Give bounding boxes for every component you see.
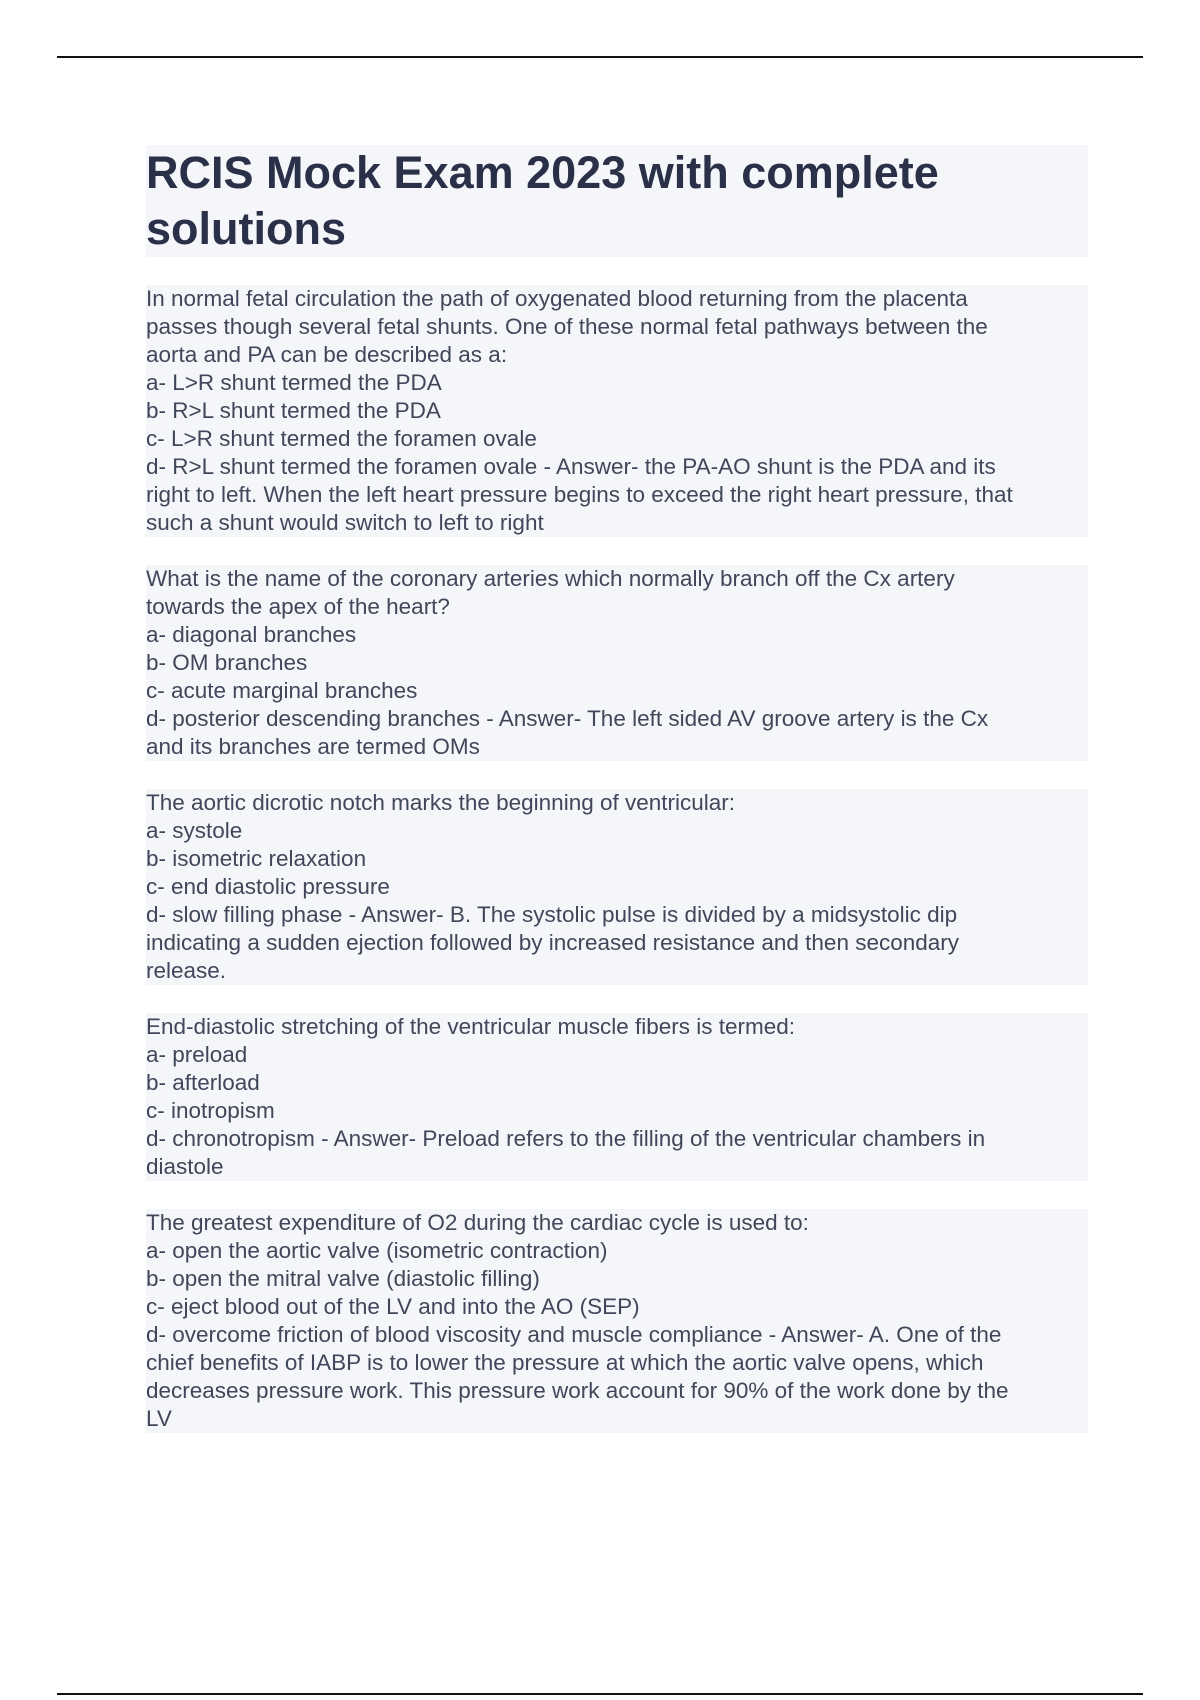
answer-option-d: d- slow filling phase - Answer- B. The systolic pulse is divided by a midsystolic dip [146, 901, 1088, 929]
answer-option-b: b- afterload [146, 1069, 1088, 1097]
question-text-line: towards the apex of the heart? [146, 593, 1088, 621]
answer-option-a: a- L>R shunt termed the PDA [146, 369, 1088, 397]
answer-option-a: a- diagonal branches [146, 621, 1088, 649]
answer-option-d: d- chronotropism - Answer- Preload refers to the filling of the ventricular chambers in [146, 1125, 1088, 1153]
question-text-line: aorta and PA can be described as a: [146, 341, 1088, 369]
answer-option-c: c- eject blood out of the LV and into the AO (SEP) [146, 1293, 1088, 1321]
question-block-1 [146, 285, 1088, 537]
answer-option-b: b- R>L shunt termed the PDA [146, 397, 1088, 425]
question-block-3 [146, 789, 1088, 985]
page-title-line: solutions [146, 203, 346, 254]
answer-explanation-line: right to left. When the left heart pressure begins to exceed the right heart pressure, that [146, 481, 1088, 509]
answer-option-c: c- end diastolic pressure [146, 873, 1088, 901]
question-text-line: The greatest expenditure of O2 during the cardiac cycle is used to: [146, 1209, 1088, 1237]
answer-explanation-line: indicating a sudden ejection followed by increased resistance and then secondary [146, 929, 1088, 957]
question-text-line: What is the name of the coronary arteries which normally branch off the Cx artery [146, 565, 1088, 593]
answer-option-a: a- open the aortic valve (isometric contraction) [146, 1237, 1088, 1265]
title-banner [146, 145, 1088, 257]
question-block-4 [146, 1013, 1088, 1181]
question-block-2 [146, 565, 1088, 761]
answer-explanation-line: decreases pressure work. This pressure work account for 90% of the work done by the [146, 1377, 1088, 1405]
answer-explanation-line: diastole [146, 1153, 1088, 1181]
top-rule [57, 56, 1143, 58]
question-text-line: The aortic dicrotic notch marks the beginning of ventricular: [146, 789, 1088, 817]
answer-explanation-line: and its branches are termed OMs [146, 733, 1088, 761]
page-title [146, 145, 1088, 257]
answer-option-d: d- R>L shunt termed the foramen ovale - Answer- the PA-AO shunt is the PDA and its [146, 453, 1088, 481]
answer-explanation-line: release. [146, 957, 1088, 985]
answer-option-c: c- L>R shunt termed the foramen ovale [146, 425, 1088, 453]
question-text-line: End-diastolic stretching of the ventricular muscle fibers is termed: [146, 1013, 1088, 1041]
answer-option-c: c- inotropism [146, 1097, 1088, 1125]
document-body [146, 285, 1088, 1461]
bottom-rule [57, 1693, 1143, 1695]
answer-explanation-line: LV [146, 1405, 1088, 1433]
answer-option-c: c- acute marginal branches [146, 677, 1088, 705]
answer-option-b: b- open the mitral valve (diastolic filling) [146, 1265, 1088, 1293]
answer-option-d: d- posterior descending branches - Answer- The left sided AV groove artery is the Cx [146, 705, 1088, 733]
answer-option-a: a- preload [146, 1041, 1088, 1069]
answer-explanation-line: such a shunt would switch to left to right [146, 509, 1088, 537]
answer-option-d: d- overcome friction of blood viscosity and muscle compliance - Answer- A. One of the [146, 1321, 1088, 1349]
answer-option-b: b- OM branches [146, 649, 1088, 677]
question-text-line: passes though several fetal shunts. One of these normal fetal pathways between the [146, 313, 1088, 341]
page-title-line: RCIS Mock Exam 2023 with complete [146, 147, 939, 198]
answer-option-b: b- isometric relaxation [146, 845, 1088, 873]
question-block-5 [146, 1209, 1088, 1433]
answer-explanation-line: chief benefits of IABP is to lower the pressure at which the aortic valve opens, which [146, 1349, 1088, 1377]
question-text-line: In normal fetal circulation the path of oxygenated blood returning from the placenta [146, 285, 1088, 313]
answer-option-a: a- systole [146, 817, 1088, 845]
